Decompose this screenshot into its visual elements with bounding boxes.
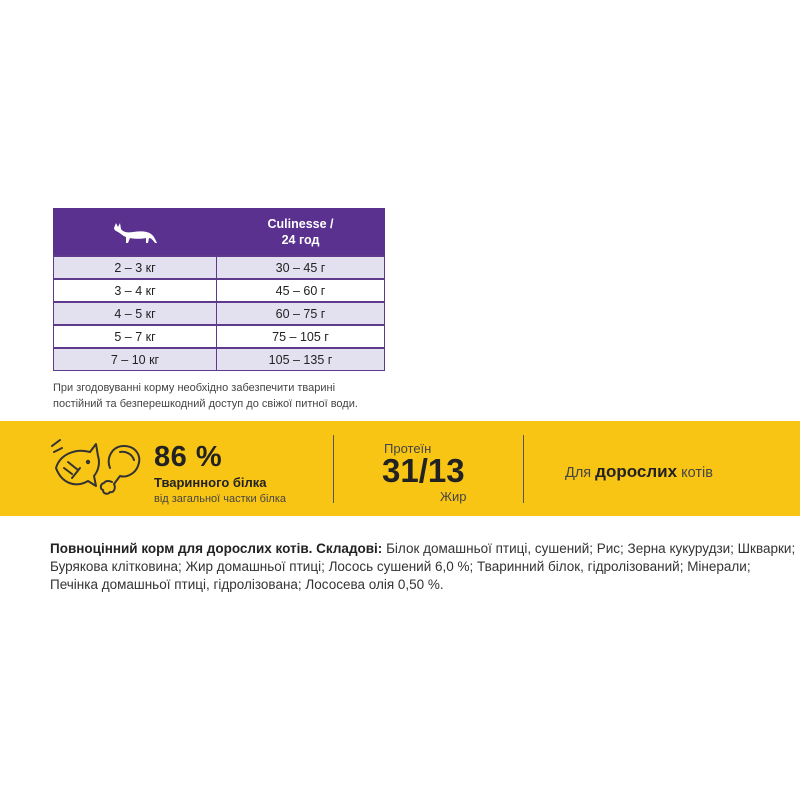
- fat-label: Жир: [440, 489, 467, 504]
- adult-cats-label: [565, 462, 713, 482]
- amount-cell: 105 – 135 г: [217, 348, 385, 371]
- adult-suffix: котів: [681, 465, 713, 481]
- weight-cell: 4 – 5 кг: [54, 302, 217, 325]
- animal-protein-label: Тваринного білка: [154, 475, 267, 490]
- protein-fat-ratio: 31/13: [382, 452, 465, 489]
- weight-cell: 5 – 7 кг: [54, 325, 217, 348]
- amount-cell: 30 – 45 г: [217, 256, 385, 279]
- weight-cell: 3 – 4 кг: [54, 279, 217, 302]
- amount-cell: 45 – 60 г: [217, 279, 385, 302]
- band-divider: [333, 435, 334, 503]
- table-header-cat: [54, 209, 217, 257]
- table-header-row: [54, 209, 385, 257]
- header-food-line2: 24 год: [281, 233, 320, 247]
- table-row: [54, 302, 385, 325]
- feeding-note: [53, 380, 413, 412]
- composition-title: Повноцінний корм для дорослих котів. Складові:: [50, 541, 383, 556]
- weight-cell: 2 – 3 кг: [54, 256, 217, 279]
- adult-prefix: Для: [565, 465, 592, 481]
- adult-bold: дорослих: [595, 462, 678, 481]
- table-row: [54, 325, 385, 348]
- protein-label: Протеїн: [384, 441, 432, 456]
- composition-ingredients: Білок домашньої птиці, сушений; Рис; Зерна кукурудзи; Шкварки; Бурякова клітковина; Жир домашньої птиці; Лосось сушений 6,0 %; Тваринний білок, гідролізований; Мінерали; Печінка домашньої птиці, гідролізована; Лососева олія 0,50 %.: [50, 541, 796, 592]
- feeding-table: [53, 208, 385, 371]
- animal-protein-sub: від загальної частки білка: [154, 493, 286, 505]
- weight-cell: 7 – 10 кг: [54, 348, 217, 371]
- fish-icon: [52, 440, 99, 486]
- cat-icon: [111, 219, 159, 245]
- band-divider: [523, 435, 524, 503]
- header-food-line1: Culinesse /: [267, 217, 334, 231]
- table-row: [54, 348, 385, 371]
- composition-text: [50, 540, 800, 594]
- amount-cell: 75 – 105 г: [217, 325, 385, 348]
- animal-protein-percent: 86 %: [154, 441, 223, 473]
- chicken-leg-icon: [101, 446, 139, 494]
- band-icons: [50, 438, 146, 496]
- table-row: [54, 256, 385, 279]
- table-header-food: [217, 209, 385, 257]
- note-line2: постійний та безперешкодний доступ до свіжої питної води.: [53, 398, 358, 410]
- amount-cell: 60 – 75 г: [217, 302, 385, 325]
- table-row: [54, 279, 385, 302]
- note-line1: При згодовуванні корму необхідно забезпечити тварині: [53, 382, 336, 394]
